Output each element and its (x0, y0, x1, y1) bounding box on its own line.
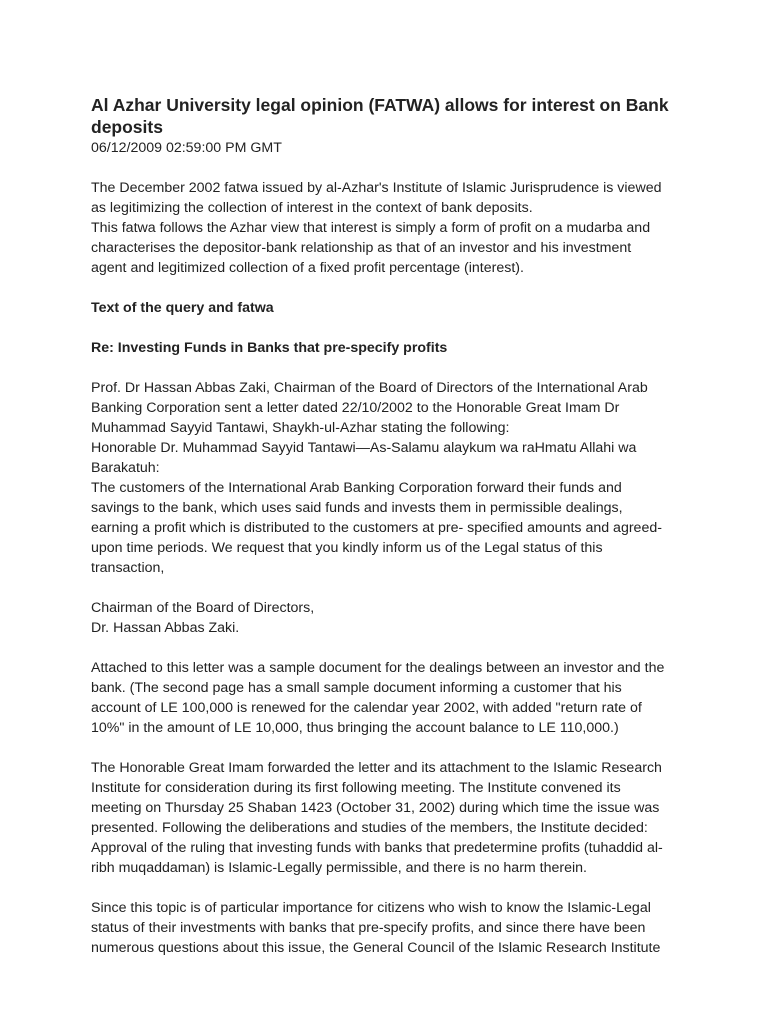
text-line: 10%" in the amount of LE 10,000, thus bringing the account balance to LE 110,000.) (91, 720, 619, 736)
importance-paragraph (91, 898, 677, 958)
text-line: Approval of the ruling that investing funds with banks that predetermine profits (tuhaddid al- (91, 840, 663, 856)
text-line: This fatwa follows the Azhar view that interest is simply a form of profit on a mudarba and (91, 220, 651, 236)
text-line: Barakatuh: (91, 460, 160, 476)
text-line: agent and legitimized collection of a fixed profit percentage (interest). (91, 260, 524, 276)
section-heading-re: Re: Investing Funds in Banks that pre-specify profits (91, 340, 448, 356)
text-line: as legitimizing the collection of interest in the context of bank deposits. (91, 200, 533, 216)
text-line: The customers of the International Arab Banking Corporation forward their funds and (91, 480, 622, 496)
text-line: bank. (The second page has a small sample document informing a customer that his (91, 680, 622, 696)
text-line: Since this topic is of particular importance for citizens who wish to know the Islamic-Legal (91, 900, 651, 916)
document-page (91, 94, 677, 958)
text-line: account of LE 100,000 is renewed for the calendar year 2002, with added "return rate of (91, 700, 642, 716)
text-line: Attached to this letter was a sample document for the dealings between an investor and the (91, 660, 665, 676)
article-title (91, 94, 677, 138)
text-line: Honorable Dr. Muhammad Sayyid Tantawi—As-Salamu alaykum wa raHmatu Allahi wa (91, 440, 637, 456)
text-line: characterises the depositor-bank relationship as that of an investor and his investment (91, 240, 632, 256)
article-date: 06/12/2009 02:59:00 PM GMT (91, 140, 282, 156)
text-line: transaction, (91, 560, 165, 576)
text-line: Dr. Hassan Abbas Zaki. (91, 620, 240, 636)
text-line: presented. Following the deliberations and studies of the members, the Institute decided: (91, 820, 648, 836)
intro-paragraph (91, 178, 677, 278)
text-line: earning a profit which is distributed to the customers at pre- specified amounts and agreed- (91, 520, 662, 536)
text-line: Banking Corporation sent a letter dated 22/10/2002 to the Honorable Great Imam Dr (91, 400, 620, 416)
text-line: meeting on Thursday 25 Shaban 1423 (October 31, 2002) during which time the issue was (91, 800, 660, 816)
section-heading-query: Text of the query and fatwa (91, 300, 274, 316)
title-line: deposits (91, 117, 163, 137)
attachment-paragraph (91, 658, 677, 738)
text-line: Chairman of the Board of Directors, (91, 600, 315, 616)
text-line: savings to the bank, which uses said funds and invests them in permissible dealings, (91, 500, 623, 516)
text-line: upon time periods. We request that you kindly inform us of the Legal status of this (91, 540, 603, 556)
text-line: The December 2002 fatwa issued by al-Azhar's Institute of Islamic Jurisprudence is viewed (91, 180, 662, 196)
imam-paragraph (91, 758, 677, 878)
text-line: status of their investments with banks that pre-specify profits, and since there have been (91, 920, 646, 936)
title-line: Al Azhar University legal opinion (FATWA) allows for interest on Bank (91, 95, 669, 115)
text-line: ribh muqaddaman) is Islamic-Legally permissible, and there is no harm therein. (91, 860, 588, 876)
text-line: Muhammad Sayyid Tantawi, Shaykh-ul-Azhar stating the following: (91, 420, 510, 436)
text-line: numerous questions about this issue, the General Council of the Islamic Research Institute (91, 940, 661, 956)
text-line: Institute for consideration during its first following meeting. The Institute convened its (91, 780, 621, 796)
text-line: The Honorable Great Imam forwarded the letter and its attachment to the Islamic Research (91, 760, 662, 776)
signature-block (91, 598, 677, 638)
letter-paragraph (91, 378, 677, 578)
text-line: Prof. Dr Hassan Abbas Zaki, Chairman of the Board of Directors of the International Arab (91, 380, 648, 396)
